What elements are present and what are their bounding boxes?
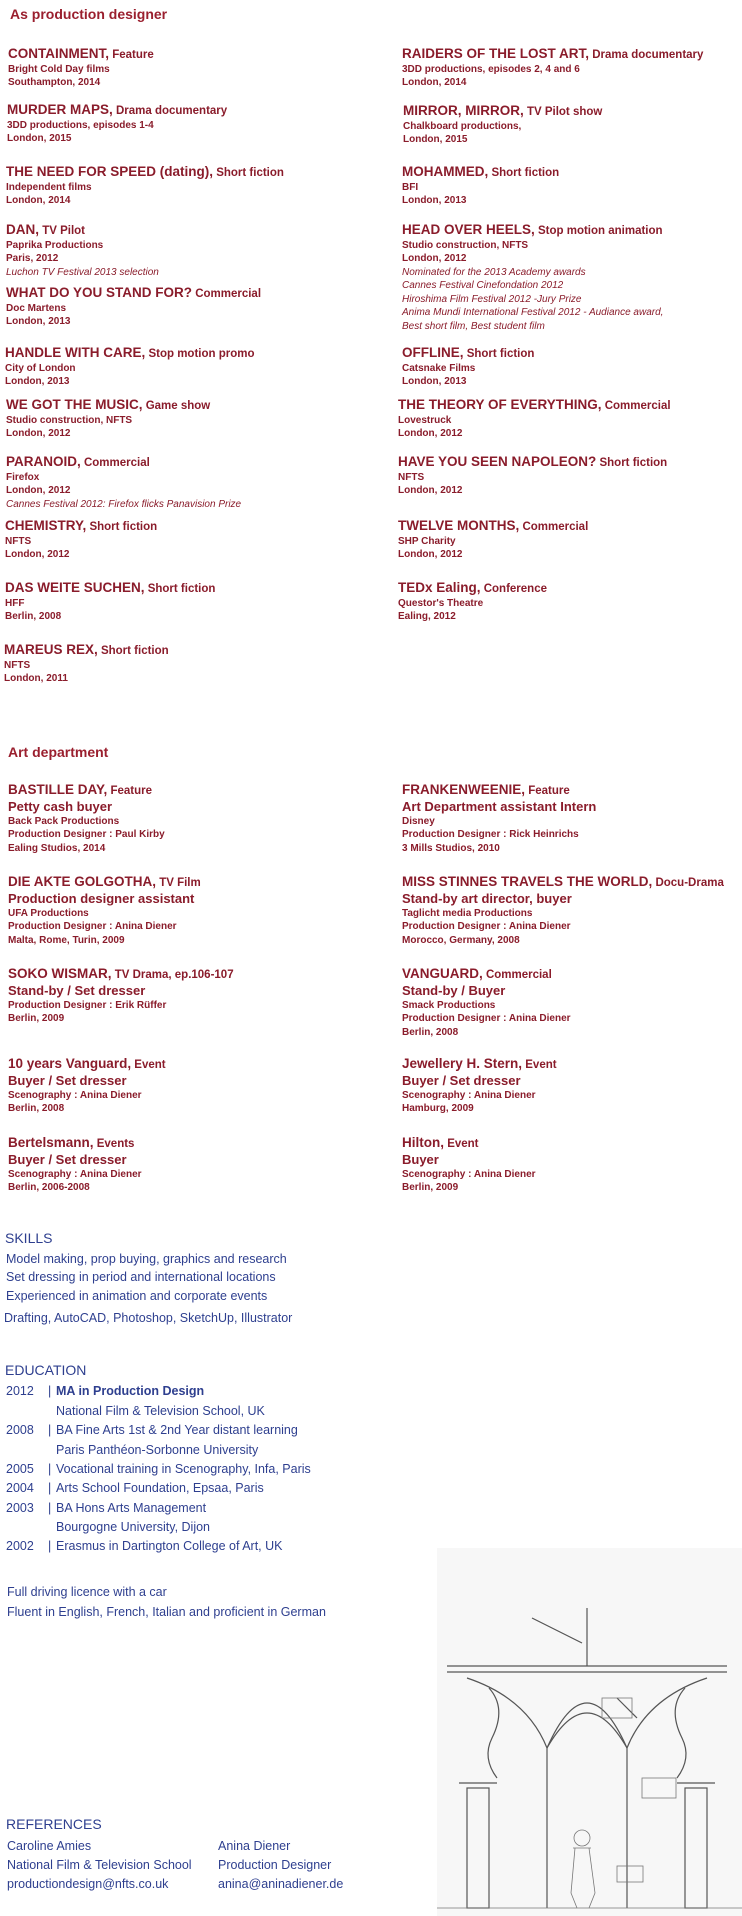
art-heading: Art department <box>8 744 109 760</box>
art-detail: Production Designer : Anina Diener <box>402 1013 571 1024</box>
production-detail: London, 2012 <box>5 549 70 560</box>
reference-name: Anina Diener <box>218 1839 291 1853</box>
production-detail: Questor's Theatre <box>398 597 484 609</box>
production-entry <box>6 222 159 279</box>
art-title: MISS STINNES TRAVELS THE WORLD, <box>402 874 653 889</box>
art-title: Jewellery H. Stern, <box>402 1056 523 1071</box>
art-genre: Events <box>93 1138 135 1150</box>
art-entry <box>402 966 571 1039</box>
education-text: Erasmus in Dartington College of Art, UK <box>56 1539 283 1553</box>
art-genre: Commercial <box>482 969 552 981</box>
production-detail: Berlin, 2008 <box>5 611 62 622</box>
production-genre: Stop motion animation <box>534 225 663 237</box>
education-year <box>6 1443 48 1457</box>
art-role: Production designer assistant <box>8 890 195 906</box>
references-heading: REFERENCES <box>6 1816 102 1832</box>
production-genre: Short fiction <box>213 167 284 179</box>
production-genre: Short fiction <box>488 167 560 179</box>
production-detail: NFTS <box>4 659 31 671</box>
production-detail: London, 2012 <box>398 485 463 496</box>
production-entry <box>402 222 663 333</box>
education-year: 2008 <box>6 1423 34 1437</box>
education-text: National Film & Television School, UK <box>56 1404 265 1418</box>
production-title: PARANOID, <box>6 454 81 469</box>
art-title: Bertelsmann, <box>8 1135 94 1150</box>
art-detail: Production Designer : Rick Heinrichs <box>402 829 579 840</box>
education-divider: | <box>48 1481 52 1495</box>
art-detail: Production Designer : Erik Rüffer <box>8 999 167 1011</box>
art-detail: Disney <box>402 815 435 827</box>
production-title: HAVE YOU SEEN NAPOLEON? <box>398 454 597 469</box>
art-detail: Scenography : Anina Diener <box>8 1168 142 1180</box>
education-row <box>6 1539 283 1553</box>
production-heading: As production designer <box>10 6 168 22</box>
art-detail: Scenography : Anina Diener <box>402 1168 536 1180</box>
production-detail: London, 2015 <box>7 133 72 144</box>
production-detail: London, 2013 <box>402 376 467 387</box>
education-row <box>6 1462 311 1476</box>
education-divider: | <box>48 1501 52 1515</box>
art-title: 10 years Vanguard, <box>8 1056 132 1071</box>
production-entry <box>8 46 154 90</box>
education-divider: | <box>48 1384 52 1398</box>
reference-email[interactable]: productiondesign@nfts.co.uk <box>7 1877 169 1891</box>
production-entry <box>6 285 261 329</box>
production-note: Best short film, Best student film <box>402 320 545 332</box>
art-detail: 3 Mills Studios, 2010 <box>402 842 500 854</box>
education-text: Arts School Foundation, Epsaa, Paris <box>56 1481 264 1495</box>
art-entry <box>8 782 165 855</box>
art-role: Buyer / Set dresser <box>8 1151 127 1167</box>
production-detail: Paris, 2012 <box>6 253 59 264</box>
production-genre: Commercial <box>601 400 671 412</box>
production-entry <box>6 397 210 441</box>
education-year <box>6 1520 48 1534</box>
production-note: Nominated for the 2013 Academy awards <box>402 266 586 278</box>
art-title: SOKO WISMAR, <box>8 966 112 981</box>
art-role: Art Department assistant Intern <box>402 798 597 814</box>
production-detail: Paprika Productions <box>6 239 104 251</box>
production-title: HEAD OVER HEELS, <box>402 222 535 237</box>
art-title: VANGUARD, <box>402 966 483 981</box>
production-note: Cannes Festival Cinefondation 2012 <box>402 280 564 291</box>
art-detail: Malta, Rome, Turin, 2009 <box>8 934 125 946</box>
production-detail: London, 2014 <box>402 77 467 88</box>
production-title: CONTAINMENT, <box>8 46 109 61</box>
art-title: DIE AKTE GOLGOTHA, <box>8 874 156 889</box>
production-title: HANDLE WITH CARE, <box>5 345 146 360</box>
production-detail: NFTS <box>398 471 425 483</box>
reference-1 <box>7 1837 192 1894</box>
education-row <box>6 1423 298 1437</box>
art-role: Buyer <box>402 1151 439 1167</box>
art-genre: Docu-Drama <box>652 877 724 889</box>
art-entry <box>402 874 724 947</box>
skills-heading: SKILLS <box>5 1230 53 1246</box>
education-row <box>6 1404 265 1418</box>
education-year: 2005 <box>6 1462 34 1476</box>
production-entry <box>398 518 588 562</box>
education-divider <box>48 1520 56 1534</box>
art-role: Stand-by art director, buyer <box>402 890 572 906</box>
art-genre: Feature <box>525 785 570 797</box>
production-genre: Commercial <box>519 521 589 533</box>
production-detail: Studio construction, NFTS <box>6 414 133 426</box>
education-text: Bourgogne University, Dijon <box>56 1520 211 1534</box>
art-title: FRANKENWEENIE, <box>402 782 526 797</box>
education-year: 2002 <box>6 1539 34 1553</box>
art-entry <box>8 1056 166 1116</box>
production-entry <box>402 164 559 208</box>
art-genre: Event <box>522 1059 557 1071</box>
production-detail: London, 2012 <box>6 428 71 439</box>
production-title: RAIDERS OF THE LOST ART, <box>402 46 590 61</box>
art-entry <box>8 1135 142 1195</box>
education-row <box>6 1481 264 1495</box>
production-detail: Independent films <box>6 181 92 193</box>
production-entry <box>6 164 284 208</box>
skill-item: Experienced in animation and corporate events <box>6 1289 268 1303</box>
art-role: Buyer / Set dresser <box>8 1072 127 1088</box>
production-detail: Catsnake Films <box>402 362 476 374</box>
architectural-sketch-icon <box>437 1548 742 1916</box>
production-genre: Drama documentary <box>589 49 704 61</box>
education-text: Vocational training in Scenography, Infa, Paris <box>56 1462 311 1476</box>
art-detail: Scenography : Anina Diener <box>8 1089 142 1101</box>
art-detail: Smack Productions <box>402 999 496 1011</box>
art-role: Buyer / Set dresser <box>402 1072 521 1088</box>
production-genre: Short fiction <box>97 645 169 657</box>
production-detail: London, 2012 <box>402 253 467 264</box>
production-detail: Ealing, 2012 <box>398 611 456 622</box>
production-entry <box>398 580 547 624</box>
production-entry <box>4 642 169 686</box>
art-detail: Production Designer : Anina Diener <box>402 921 571 932</box>
education-text: Paris Panthéon-Sorbonne University <box>56 1443 259 1457</box>
art-detail: Taglicht media Productions <box>402 907 533 919</box>
production-genre: TV Pilot show <box>523 106 603 118</box>
production-entry <box>403 103 602 147</box>
art-role: Petty cash buyer <box>8 798 113 814</box>
education-year: 2003 <box>6 1501 34 1515</box>
production-entry <box>402 345 534 389</box>
production-detail: Firefox <box>6 471 40 483</box>
production-detail: London, 2011 <box>4 673 68 684</box>
production-title: MOHAMMED, <box>402 164 489 179</box>
production-detail: Lovestruck <box>398 414 452 426</box>
art-genre: TV Drama, ep.106-107 <box>111 969 234 981</box>
education-text: BA Fine Arts 1st & 2nd Year distant learning <box>56 1423 298 1437</box>
production-title: OFFLINE, <box>402 345 464 360</box>
production-genre: Conference <box>480 583 547 595</box>
production-genre: Commercial <box>192 288 262 300</box>
education-row <box>6 1520 210 1534</box>
education-row <box>6 1384 204 1398</box>
production-note: Hiroshima Film Festival 2012 -Jury Prize <box>402 293 582 305</box>
reference-email[interactable]: anina@aninadiener.de <box>218 1877 344 1891</box>
production-detail: London, 2014 <box>6 195 71 206</box>
art-detail: Back Pack Productions <box>8 815 120 827</box>
reference-2 <box>218 1837 343 1894</box>
art-entry <box>402 1135 536 1195</box>
art-detail: Berlin, 2008 <box>402 1026 459 1038</box>
art-detail: UFA Productions <box>8 907 89 919</box>
production-note: Anima Mundi International Festival 2012 - Audiance award, <box>402 307 664 318</box>
education-divider: | <box>48 1539 52 1553</box>
production-entry <box>5 580 215 624</box>
education-year: 2012 <box>6 1384 34 1398</box>
production-title: MURDER MAPS, <box>7 102 113 117</box>
education-divider <box>48 1443 56 1457</box>
production-detail: London, 2013 <box>5 376 70 387</box>
production-title: MIRROR, MIRROR, <box>403 103 524 118</box>
production-title: THE THEORY OF EVERYTHING, <box>398 397 602 412</box>
art-entry <box>402 1056 557 1116</box>
production-note: Luchon TV Festival 2013 selection <box>6 266 159 278</box>
production-entry <box>5 345 254 389</box>
production-genre: TV Pilot <box>39 225 85 237</box>
production-detail: NFTS <box>5 535 32 547</box>
production-title: THE NEED FOR SPEED (dating), <box>6 164 214 179</box>
production-detail: Chalkboard productions, <box>403 120 522 132</box>
production-genre: Feature <box>109 49 154 61</box>
art-role: Stand-by / Set dresser <box>8 982 146 998</box>
skill-item: Drafting, AutoCAD, Photoshop, SketchUp, Illustrator <box>4 1311 293 1325</box>
education-text: BA Hons Arts Management <box>56 1501 207 1515</box>
art-detail: Production Designer : Anina Diener <box>8 921 177 932</box>
production-title: MAREUS REX, <box>4 642 98 657</box>
production-note: Cannes Festival 2012: Firefox flicks Panavision Prize <box>6 498 242 510</box>
art-detail: Scenography : Anina Diener <box>402 1089 536 1101</box>
reference-org: National Film & Television School <box>7 1858 192 1872</box>
production-detail: London, 2013 <box>402 195 467 206</box>
production-title: WE GOT THE MUSIC, <box>6 397 143 412</box>
education-year: 2004 <box>6 1481 34 1495</box>
production-entry <box>398 397 671 441</box>
production-genre: Short fiction <box>596 457 668 469</box>
production-detail: London, 2013 <box>6 316 71 327</box>
production-entry <box>7 102 227 146</box>
production-title: TWELVE MONTHS, <box>398 518 520 533</box>
production-detail: Bright Cold Day films <box>8 63 110 75</box>
production-detail: SHP Charity <box>398 535 456 547</box>
production-detail: Southampton, 2014 <box>8 77 101 88</box>
art-detail: Production Designer : Paul Kirby <box>8 829 165 840</box>
production-genre: Drama documentary <box>112 105 228 117</box>
production-title: DAN, <box>6 222 39 237</box>
reference-name: Caroline Amies <box>7 1839 92 1853</box>
production-entry <box>6 454 241 511</box>
production-title: WHAT DO YOU STAND FOR? <box>6 285 192 300</box>
reference-org: Production Designer <box>218 1858 332 1872</box>
production-genre: Short fiction <box>144 583 216 595</box>
production-title: CHEMISTRY, <box>5 518 87 533</box>
production-detail: BFI <box>402 181 419 193</box>
art-genre: Event <box>131 1059 166 1071</box>
art-entry <box>8 874 201 947</box>
production-title: DAS WEITE SUCHEN, <box>5 580 145 595</box>
education-year <box>6 1404 48 1418</box>
production-entry <box>402 46 703 90</box>
art-detail: Morocco, Germany, 2008 <box>402 934 520 946</box>
skill-item: Model making, prop buying, graphics and research <box>6 1252 287 1266</box>
skill-item: Set dressing in period and international locations <box>6 1270 276 1284</box>
production-entry <box>398 454 667 498</box>
art-detail: Berlin, 2009 <box>8 1013 65 1024</box>
art-role: Stand-by / Buyer <box>402 982 506 998</box>
art-entry <box>402 782 596 855</box>
education-text: MA in Production Design <box>56 1384 205 1398</box>
production-detail: Doc Martens <box>6 302 67 314</box>
production-detail: City of London <box>5 362 76 374</box>
art-detail: Berlin, 2006-2008 <box>8 1182 90 1193</box>
education-row <box>6 1501 206 1515</box>
languages: Fluent in English, French, Italian and proficient in German <box>7 1605 326 1619</box>
production-detail: London, 2012 <box>6 485 71 496</box>
education-heading: EDUCATION <box>5 1362 87 1378</box>
art-title: Hilton, <box>402 1135 444 1150</box>
art-detail: Ealing Studios, 2014 <box>8 842 106 854</box>
education-row <box>6 1443 258 1457</box>
art-detail: Berlin, 2008 <box>8 1103 65 1114</box>
production-detail: London, 2012 <box>398 549 463 560</box>
art-detail: Hamburg, 2009 <box>402 1103 474 1114</box>
education-divider: | <box>48 1423 52 1437</box>
production-genre: Stop motion promo <box>145 348 255 360</box>
production-genre: Commercial <box>80 457 150 469</box>
art-genre: Feature <box>107 785 153 797</box>
production-detail: 3DD productions, episodes 1-4 <box>7 119 154 131</box>
education-divider: | <box>48 1462 52 1476</box>
driving-licence: Full driving licence with a car <box>7 1585 167 1599</box>
production-detail: London, 2012 <box>398 428 463 439</box>
art-genre: TV Film <box>156 877 201 889</box>
production-genre: Short fiction <box>86 521 158 533</box>
production-genre: Short fiction <box>463 348 535 360</box>
production-title: TEDx Ealing, <box>398 580 481 595</box>
art-entry <box>8 966 234 1026</box>
production-detail: Studio construction, NFTS <box>402 239 529 251</box>
art-title: BASTILLE DAY, <box>8 782 108 797</box>
production-detail: London, 2015 <box>403 134 468 145</box>
art-genre: Event <box>444 1138 479 1150</box>
education-divider <box>48 1404 56 1418</box>
production-genre: Game show <box>142 400 211 412</box>
production-entry <box>5 518 157 562</box>
production-detail: HFF <box>5 597 25 609</box>
production-detail: 3DD productions, episodes 2, 4 and 6 <box>402 63 580 75</box>
art-detail: Berlin, 2009 <box>402 1182 459 1193</box>
